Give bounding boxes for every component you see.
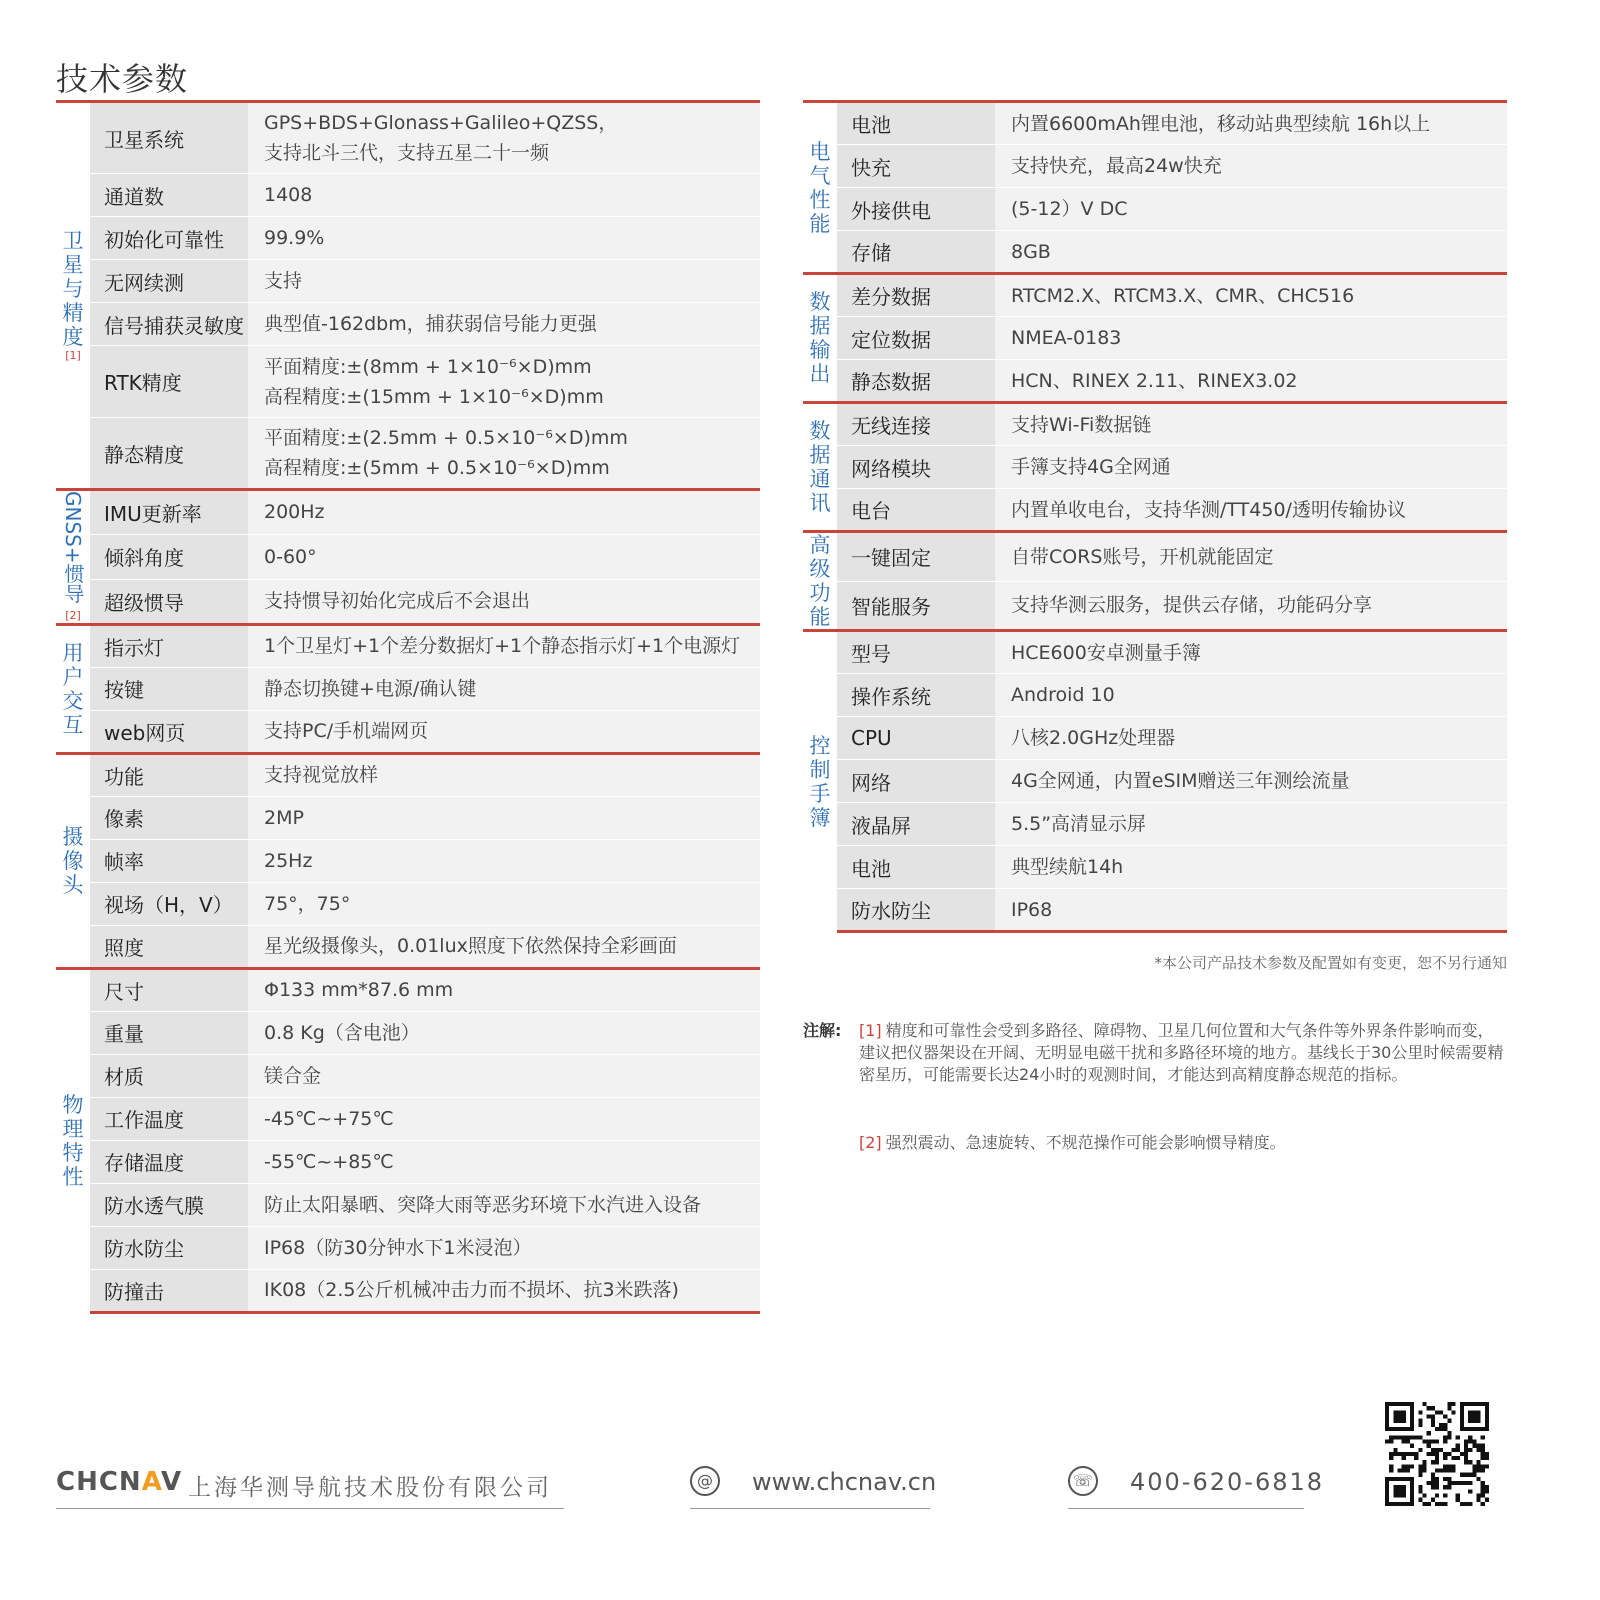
spec-row <box>803 188 1507 231</box>
spec-value-line: 典型值-162dbm，捕获弱信号能力更强 <box>264 313 597 335</box>
spec-row <box>56 346 760 418</box>
spec-value <box>248 1226 760 1269</box>
spec-value <box>248 624 760 667</box>
note-1-mark: [1] <box>859 1021 882 1040</box>
spec-row <box>803 532 1507 582</box>
note-2-mark: [2] <box>859 1133 882 1152</box>
spec-row <box>803 403 1507 446</box>
spec-row <box>56 667 760 710</box>
spec-label: 材质 <box>90 1054 248 1097</box>
spec-label: 通道数 <box>90 174 248 217</box>
spec-value <box>995 717 1507 760</box>
spec-value <box>248 346 760 418</box>
company-underline <box>56 1508 564 1509</box>
spec-value <box>995 760 1507 803</box>
spec-value-line: 0.8 Kg（含电池） <box>264 1021 420 1044</box>
spec-label: web网页 <box>90 710 248 753</box>
spec-label: 无线连接 <box>837 403 995 446</box>
spec-label: 重量 <box>90 1011 248 1054</box>
spec-row <box>803 846 1507 889</box>
left-spec-table <box>56 100 760 1314</box>
spec-value <box>248 1054 760 1097</box>
spec-row <box>56 174 760 217</box>
spec-value <box>995 489 1507 532</box>
spec-value <box>248 796 760 839</box>
spec-label: 电台 <box>837 489 995 532</box>
spec-label: 静态精度 <box>90 418 248 490</box>
spec-value-line: 八核2.0GHz处理器 <box>1011 727 1176 749</box>
spec-label: 智能服务 <box>837 581 995 631</box>
spec-value <box>248 1011 760 1054</box>
spec-value <box>995 231 1507 274</box>
spec-value-line: RTCM2.X、RTCM3.X、CMR、CHC516 <box>1011 284 1355 307</box>
spec-value-line: (5-12）V DC <box>1011 198 1128 220</box>
spec-value <box>248 303 760 346</box>
spec-value <box>248 490 760 535</box>
spec-row <box>56 1183 760 1226</box>
notes-label: 注解: <box>803 1021 842 1040</box>
spec-row <box>803 446 1507 489</box>
spec-label: 帧率 <box>90 839 248 882</box>
spec-row <box>803 631 1507 674</box>
spec-row <box>803 889 1507 932</box>
spec-row <box>56 303 760 346</box>
company-name: 上海华测导航技术股份有限公司 <box>188 1475 552 1501</box>
spec-value <box>248 418 760 490</box>
spec-label: CPU <box>837 717 995 760</box>
spec-value-line: 手簿支持4G全网通 <box>1011 456 1171 478</box>
spec-value-line: HCE600安卓测量手簿 <box>1011 641 1201 664</box>
spec-value <box>248 217 760 260</box>
spec-label: 存储 <box>837 231 995 274</box>
spec-row <box>56 1011 760 1054</box>
spec-label: 防水透气膜 <box>90 1183 248 1226</box>
spec-value-line: 8GB <box>1011 240 1051 263</box>
spec-value <box>248 1183 760 1226</box>
spec-value-line: 高程精度:±(15mm + 1×10⁻⁶×D)mm <box>264 385 604 408</box>
spec-value <box>248 260 760 303</box>
spec-value-line: 静态切换键+电源/确认键 <box>264 677 477 700</box>
spec-value <box>248 839 760 882</box>
spec-value <box>248 1269 760 1312</box>
spec-value <box>995 145 1507 188</box>
category-label: 高级功能 <box>803 532 837 631</box>
spec-value-line: NMEA-0183 <box>1011 327 1122 349</box>
spec-row <box>56 968 760 1011</box>
spec-row <box>803 803 1507 846</box>
spec-label: 信号捕获灵敏度 <box>90 303 248 346</box>
spec-row <box>803 360 1507 403</box>
note-1-text: 精度和可靠性会受到多路径、障碍物、卫星几何位置和大气条件等外界条件影响而变，建议把仪器架设在开阔、无明显电磁干扰和多路径环境的地方。基线长于30公里时候需要精密星历，可能需要长达24小时的观测时间，才能达到高精度静态规范的指标。 <box>859 1021 1504 1084</box>
spec-row <box>56 418 760 490</box>
spec-value-line: HCN、RINEX 2.11、RINEX3.02 <box>1011 369 1298 392</box>
spec-value-line: 1408 <box>264 184 313 206</box>
spec-value-line: IP68（防30分钟水下1米浸泡） <box>264 1236 532 1259</box>
spec-row <box>803 274 1507 317</box>
spec-row <box>56 579 760 624</box>
spec-label: 防水防尘 <box>837 889 995 932</box>
spec-label: 卫星系统 <box>90 102 248 174</box>
spec-label: 尺寸 <box>90 968 248 1011</box>
spec-value-line: 支持北斗三代，支持五星二十一频 <box>264 142 550 164</box>
spec-value <box>995 102 1507 145</box>
website-underline <box>690 1508 930 1509</box>
spec-row <box>56 710 760 753</box>
spec-value-line: 星光级摄像头，0.01lux照度下依然保持全彩画面 <box>264 935 677 958</box>
phone-number: 400-620-6818 <box>1130 1468 1325 1496</box>
category-label: GNSS+惯导 [2] <box>56 490 90 625</box>
spec-row <box>56 1140 760 1183</box>
spec-row <box>56 1269 760 1312</box>
phone-underline <box>1068 1508 1304 1509</box>
spec-label: 视场（H，V） <box>90 882 248 925</box>
note-1 <box>859 1020 1507 1086</box>
spec-value <box>248 753 760 796</box>
spec-row <box>56 1054 760 1097</box>
spec-value-line: GPS+BDS+Glonass+Galileo+QZSS， <box>264 112 618 134</box>
spec-label: 操作系统 <box>837 674 995 717</box>
spec-row <box>803 489 1507 532</box>
spec-value <box>995 188 1507 231</box>
spec-label: 型号 <box>837 631 995 674</box>
spec-label: 网络 <box>837 760 995 803</box>
spec-label: 工作温度 <box>90 1097 248 1140</box>
spec-row <box>56 260 760 303</box>
spec-label: 初始化可靠性 <box>90 217 248 260</box>
spec-label: 防水防尘 <box>90 1226 248 1269</box>
spec-row <box>803 581 1507 631</box>
spec-value-line: 25Hz <box>264 849 313 872</box>
spec-value-line: 内置单收电台，支持华测/TT450/透明传输协议 <box>1011 498 1406 521</box>
website-link[interactable]: www.chcnav.cn <box>752 1468 937 1496</box>
spec-label: 静态数据 <box>837 360 995 403</box>
spec-value-line: 2MP <box>264 806 304 829</box>
category-label: 控制手簿 <box>803 631 837 932</box>
spec-value-line: 支持惯导初始化完成后不会退出 <box>264 590 531 613</box>
spec-label: 防撞击 <box>90 1269 248 1312</box>
spec-row <box>56 490 760 535</box>
spec-label: 无网续测 <box>90 260 248 303</box>
brand-logo: CHCNAV <box>56 1467 183 1497</box>
spec-value <box>995 317 1507 360</box>
spec-value-line: 0-60° <box>264 545 317 568</box>
category-label: 卫星与精度 [1] <box>56 102 90 490</box>
spec-label: 照度 <box>90 925 248 968</box>
spec-row <box>803 317 1507 360</box>
spec-value-line: 支持Wi-Fi数据链 <box>1011 413 1152 436</box>
category-label: 电气性能 <box>803 102 837 274</box>
spec-value-line: 内置6600mAh锂电池，移动站典型续航 16h以上 <box>1011 112 1431 135</box>
spec-label: 倾斜角度 <box>90 534 248 579</box>
spec-label: 快充 <box>837 145 995 188</box>
spec-label: 电池 <box>837 102 995 145</box>
spec-value <box>995 846 1507 889</box>
spec-value <box>248 1097 760 1140</box>
spec-value-line: 5.5”高清显示屏 <box>1011 813 1147 835</box>
spec-row <box>803 231 1507 274</box>
spec-value-line: 防止太阳暴晒、突降大雨等恶劣环境下水汽进入设备 <box>264 1193 702 1216</box>
spec-label: 功能 <box>90 753 248 796</box>
spec-row <box>56 839 760 882</box>
spec-label: 按键 <box>90 667 248 710</box>
note-2 <box>859 1132 1507 1154</box>
spec-row <box>56 217 760 260</box>
spec-value-line: 4G全网通，内置eSIM赠送三年测绘流量 <box>1011 770 1350 792</box>
spec-value-line: IP68 <box>1011 898 1053 921</box>
spec-value-line: 自带CORS账号，开机就能固定 <box>1011 545 1274 568</box>
spec-label: 网络模块 <box>837 446 995 489</box>
at-icon: @ <box>690 1466 720 1496</box>
spec-value <box>248 174 760 217</box>
spec-value-line: 200Hz <box>264 501 325 524</box>
spec-value-line: 99.9% <box>264 227 325 249</box>
spec-label: 差分数据 <box>837 274 995 317</box>
spec-value <box>248 968 760 1011</box>
spec-label: 像素 <box>90 796 248 839</box>
right-spec-table <box>803 100 1507 933</box>
spec-label: 电池 <box>837 846 995 889</box>
spec-value-line: 高程精度:±(5mm + 0.5×10⁻⁶×D)mm <box>264 457 610 479</box>
note-2-text: 强烈震动、急速旋转、不规范操作可能会影响惯导精度。 <box>885 1133 1286 1152</box>
spec-value-line: 支持 <box>264 270 303 292</box>
page-title: 技术参数 <box>56 60 189 98</box>
spec-value-line: -55℃~+85℃ <box>264 1150 394 1173</box>
category-label: 物理特性 <box>56 968 90 1312</box>
spec-label: IMU更新率 <box>90 490 248 535</box>
spec-value-line: 75°，75° <box>264 892 351 915</box>
spec-value <box>248 710 760 753</box>
phone-icon: ☏ <box>1068 1466 1098 1496</box>
spec-row <box>56 1226 760 1269</box>
spec-row <box>803 717 1507 760</box>
spec-value <box>995 360 1507 403</box>
category-label: 摄像头 <box>56 753 90 968</box>
spec-row <box>56 882 760 925</box>
spec-label: RTK精度 <box>90 346 248 418</box>
spec-value-line: 支持PC/手机端网页 <box>264 720 429 743</box>
spec-row <box>56 102 760 174</box>
category-label: 数据通讯 <box>803 403 837 532</box>
spec-value-line: -45℃~+75℃ <box>264 1107 394 1130</box>
category-footnote: [1] <box>65 348 81 362</box>
spec-row <box>803 674 1507 717</box>
spec-value <box>248 925 760 968</box>
spec-row <box>803 760 1507 803</box>
spec-value <box>995 803 1507 846</box>
category-label: 数据输出 <box>803 274 837 403</box>
spec-value-line: 镁合金 <box>264 1064 322 1087</box>
spec-label: 定位数据 <box>837 317 995 360</box>
spec-value-line: 典型续航14h <box>1011 856 1124 878</box>
spec-label: 液晶屏 <box>837 803 995 846</box>
spec-value-line: 支持快充，最高24w快充 <box>1011 155 1222 177</box>
spec-value <box>995 403 1507 446</box>
category-footnote: [2] <box>65 608 81 622</box>
spec-value <box>248 882 760 925</box>
spec-label: 指示灯 <box>90 624 248 667</box>
spec-value-line: Φ133 mm*87.6 mm <box>264 979 454 1002</box>
spec-row <box>56 624 760 667</box>
spec-value-line: IK08（2.5公斤机械冲击力而不损坏、抗3米跌落) <box>264 1279 679 1302</box>
spec-value <box>248 579 760 624</box>
spec-value <box>248 667 760 710</box>
spec-row <box>56 534 760 579</box>
spec-value <box>248 102 760 174</box>
spec-row <box>803 102 1507 145</box>
spec-label: 存储温度 <box>90 1140 248 1183</box>
category-label: 用户交互 <box>56 624 90 753</box>
spec-value <box>248 534 760 579</box>
spec-value <box>995 581 1507 631</box>
disclaimer: *本公司产品技术参数及配置如有变更，恕不另行通知 <box>1154 954 1507 972</box>
spec-value-line: 支持视觉放样 <box>264 764 379 787</box>
qr-code <box>1385 1402 1489 1506</box>
spec-value-line: Android 10 <box>1011 684 1115 706</box>
spec-value <box>995 532 1507 582</box>
spec-label: 一键固定 <box>837 532 995 582</box>
spec-row <box>56 925 760 968</box>
spec-row <box>56 796 760 839</box>
spec-label: 外接供电 <box>837 188 995 231</box>
spec-row <box>56 1097 760 1140</box>
spec-value <box>995 631 1507 674</box>
spec-row <box>803 145 1507 188</box>
spec-row <box>56 753 760 796</box>
spec-value <box>248 1140 760 1183</box>
spec-value <box>995 446 1507 489</box>
spec-value-line: 1个卫星灯+1个差分数据灯+1个静态指示灯+1个电源灯 <box>264 635 741 658</box>
spec-value-line: 平面精度:±(8mm + 1×10⁻⁶×D)mm <box>264 355 592 378</box>
spec-value <box>995 674 1507 717</box>
spec-label: 超级惯导 <box>90 579 248 624</box>
spec-value <box>995 274 1507 317</box>
spec-value <box>995 889 1507 932</box>
spec-value-line: 支持华测云服务，提供云存储，功能码分享 <box>1011 594 1373 617</box>
spec-value-line: 平面精度:±(2.5mm + 0.5×10⁻⁶×D)mm <box>264 427 628 449</box>
